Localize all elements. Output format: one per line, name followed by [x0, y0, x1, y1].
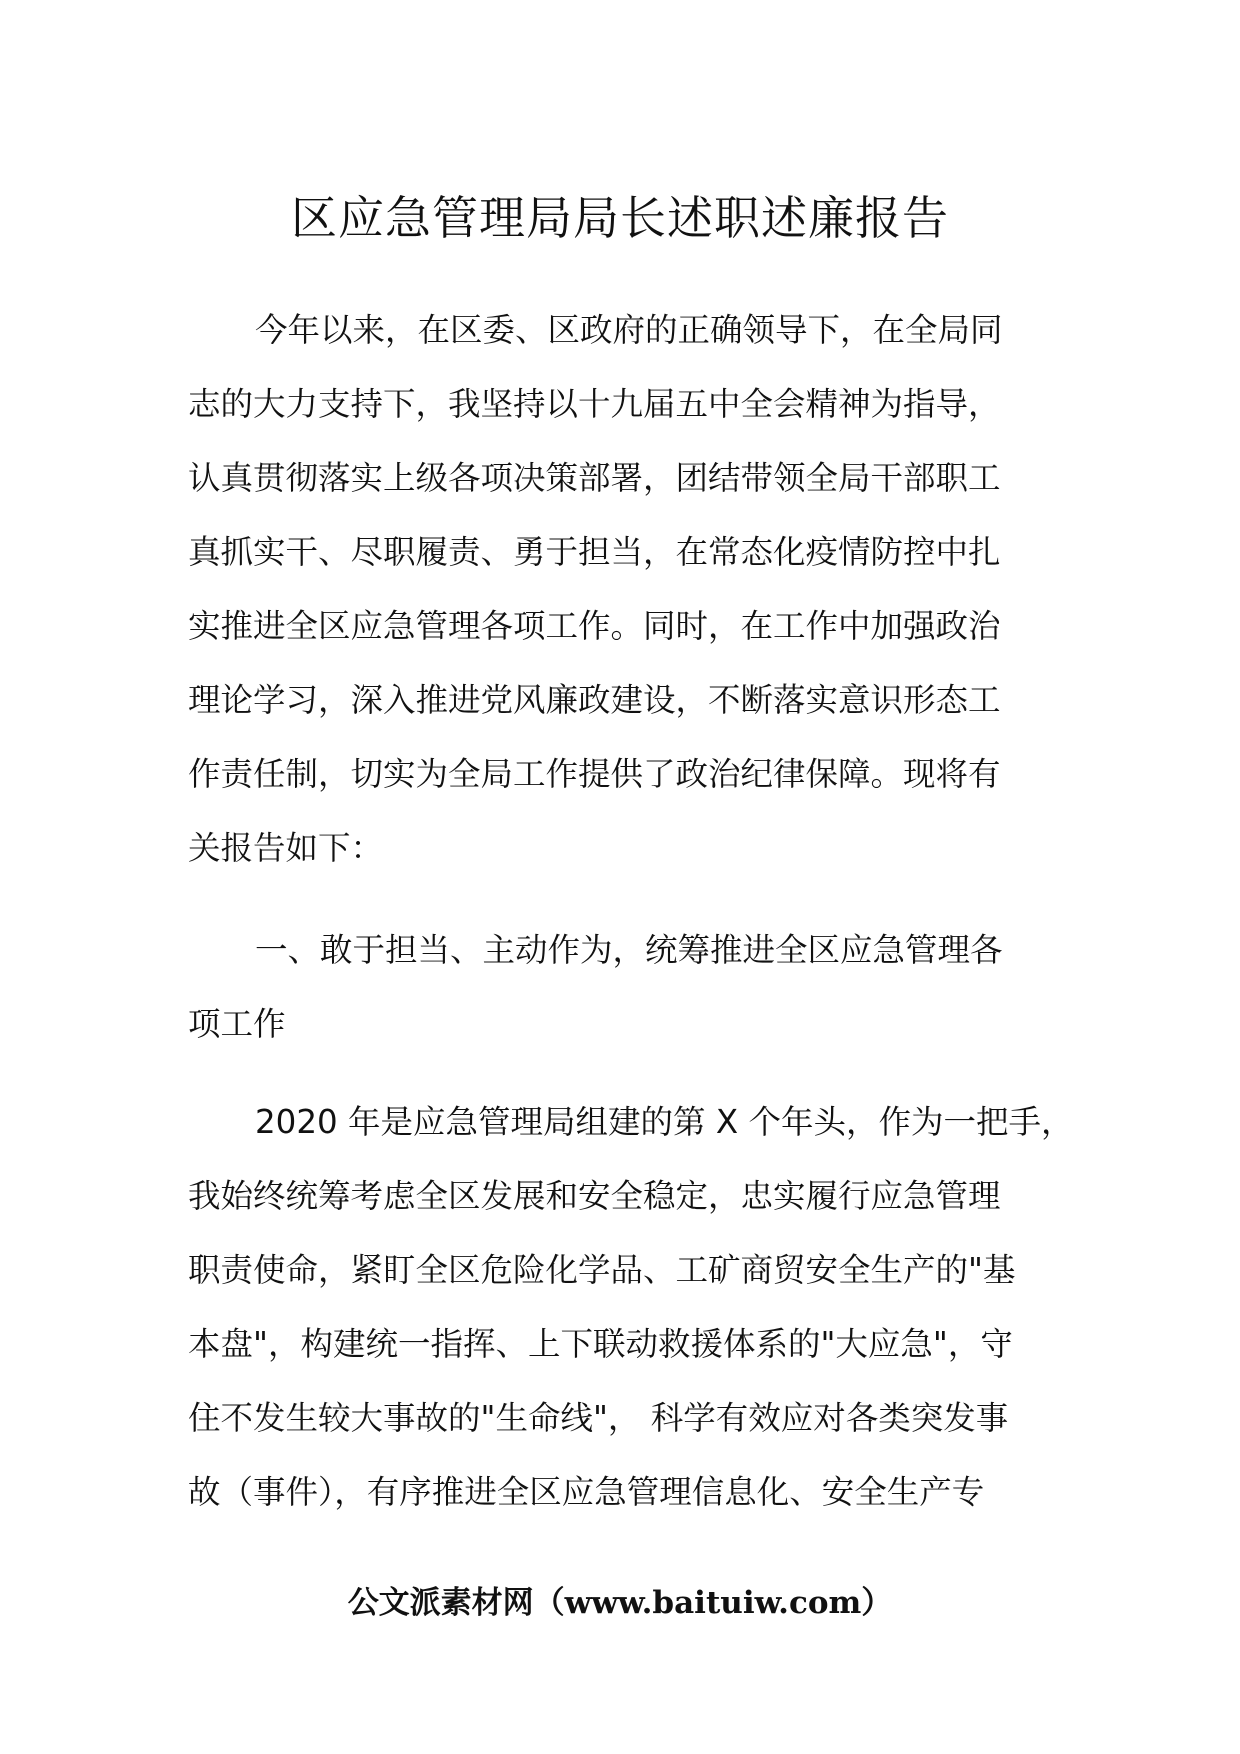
footer-source: 公文派素材网（www.baituiw.com） — [347, 1585, 893, 1621]
text-line: 关报告如下： — [188, 829, 384, 867]
text-line: 理论学习，深入推进党风廉政建设，不断落实意识形态工 — [188, 681, 1001, 719]
text-line: 志的大力支持下，我坚持以十九届五中全会精神为指导， — [188, 385, 1001, 423]
text-line: 作责任制，切实为全局工作提供了政治纪律保障。现将有 — [188, 755, 1001, 793]
text-line: 本盘"，构建统一指挥、上下联动救援体系的"大应急"，守 — [188, 1325, 1013, 1363]
text-line: 实推进全区应急管理各项工作。同时，在工作中加强政治 — [188, 607, 1001, 645]
text-line: 我始终统筹考虑全区发展和安全稳定，忠实履行应急管理 — [188, 1177, 1001, 1215]
text-line: 今年以来，在区委、区政府的正确领导下，在全局同 — [255, 311, 1003, 349]
text-line: 职责使命，紧盯全区危险化学品、工矿商贸安全生产的"基 — [188, 1251, 1016, 1289]
text-line: 项工作 — [188, 1005, 286, 1043]
text-line: 一、敢于担当、主动作为，统筹推进全区应急管理各 — [255, 931, 1003, 969]
text-line: 真抓实干、尽职履责、勇于担当，在常态化疫情防控中扎 — [188, 533, 1001, 571]
text-line: 故（事件），有序推进全区应急管理信息化、安全生产专 — [188, 1473, 985, 1511]
text-line: 认真贯彻落实上级各项决策部署，团结带领全局干部职工 — [188, 459, 1001, 497]
paragraph-intro — [188, 293, 1088, 885]
text-line: 住不发生较大事故的"生命线"， 科学有效应对各类突发事 — [188, 1399, 1009, 1437]
section-heading — [188, 913, 1088, 1061]
text-line: 2020 年是应急管理局组建的第 X 个年头，作为一把手， — [255, 1103, 1074, 1141]
document-title: 区应急管理局局长述职述廉报告 — [291, 191, 949, 245]
paragraph-body — [188, 1085, 1088, 1529]
